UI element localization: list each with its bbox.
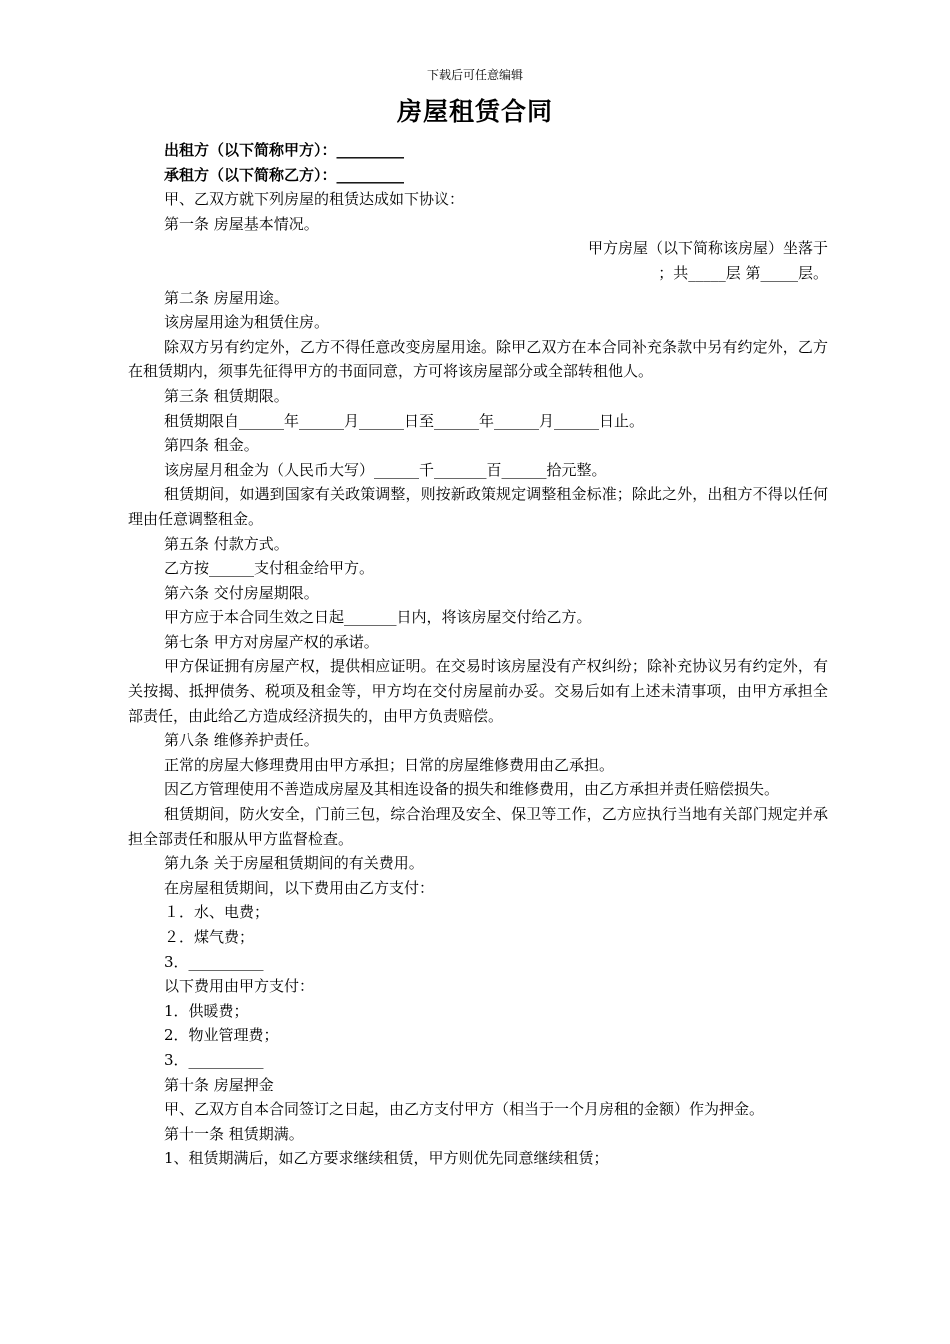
- article-8-text: 正常的房屋大修理费用由甲方承担；日常的房屋维修费用由乙承担。: [164, 755, 615, 774]
- article-11-heading: 第十一条 租赁期满。: [164, 1124, 304, 1143]
- list-item: 3．__________: [164, 952, 264, 971]
- article-9-text: 在房屋租赁期间，以下费用由乙方支付：: [164, 878, 435, 897]
- article-2-paragraph: 除双方另有约定外，乙方不得任意改变房屋用途。除甲乙双方在本合同补充条款中另有约定外，乙方在租赁期内，须事先征得甲方的书面同意，方可将该房屋部分或全部转租他人。: [128, 337, 828, 381]
- article-5-text: 乙方按______支付租金给甲方。: [164, 559, 375, 578]
- article-8-paragraph-2: 租赁期间，防火安全，门前三包，综合治理及安全、保卫等工作，乙方应执行当地有关部门规定并承担全部责任和服从甲方监督检查。: [128, 805, 828, 848]
- article-11-text: 1、租赁期满后，如乙方要求继续租赁，甲方则优先同意继续租赁；: [164, 1149, 609, 1168]
- contract-body: [128, 138, 828, 1171]
- article-9-text-2: 以下费用由甲方支付：: [164, 977, 315, 996]
- list-item: ２．煤气费；: [164, 928, 255, 946]
- article-3-heading: 第三条 租赁期限。: [164, 386, 289, 405]
- article-6-heading: 第六条 交付房屋期限。: [164, 583, 319, 602]
- lessee-line: 承租方（以下简称乙方）：_________: [164, 165, 405, 184]
- document-title: 房屋租赁合同: [396, 97, 553, 126]
- article-8-heading: 第八条 维修养护责任。: [164, 731, 319, 750]
- lessor-line: 出租方（以下简称甲方）：_________: [164, 141, 405, 159]
- article-10-paragraph: 甲、乙双方自本合同签订之日起，由乙方支付甲方（相当于一个月房租的金额）作为押金。: [164, 1100, 765, 1119]
- article-4-paragraph: 租赁期间，如遇到国家有关政策调整，则按新政策规定调整租金标准；除此之外，出租方不得以任何理由任意调整租金。: [128, 485, 828, 528]
- article-4-heading: 第四条 租金。: [164, 436, 259, 455]
- property-location-line: 甲方房屋（以下简称该房屋）坐落于: [587, 239, 828, 258]
- article-2-heading: 第二条 房屋用途。: [164, 288, 289, 307]
- article-2-text: 该房屋用途为租赁住房。: [164, 313, 330, 332]
- header-note: 下载后可任意编辑: [426, 68, 523, 82]
- article-6-text: 甲方应于本合同生效之日起_______日内，将该房屋交付给乙方。: [164, 608, 592, 627]
- list-item: １．水、电费；: [164, 903, 270, 922]
- list-item: 2．物业管理费；: [164, 1026, 279, 1045]
- article-9-heading: 第九条 关于房屋租赁期间的有关费用。: [164, 854, 424, 873]
- article-7-heading: 第七条 甲方对房屋产权的承诺。: [164, 632, 379, 651]
- article-7-paragraph: 甲方保证拥有房屋产权，提供相应证明。在交易时该房屋没有产权纠纷；除补充协议另有约定外，有关按揭、抵押债务、税项及租金等，甲方均在交付房屋前办妥。交易后如有上述未清事项，由甲方承担全部责任，由此给乙方造成经济损失的，由甲方负责赔偿。: [128, 657, 828, 725]
- article-8-paragraph-1: 因乙方管理使用不善造成房屋及其相连设备的损失和维修费用，由乙方承担并责任赔偿损失。: [164, 780, 780, 799]
- article-3-text: 租赁期限自______年______月______日至______年______月______日止。: [164, 411, 645, 430]
- property-floor-line: ；共_____层 第_____层。: [658, 263, 828, 282]
- list-item: 3．__________: [164, 1050, 264, 1069]
- article-5-heading: 第五条 付款方式。: [164, 534, 289, 553]
- intro-line: 甲、乙双方就下列房屋的租赁达成如下协议：: [164, 190, 465, 209]
- article-1-heading: 第一条 房屋基本情况。: [164, 214, 319, 233]
- article-10-heading: 第十条 房屋押金: [164, 1075, 274, 1094]
- article-4-text: 该房屋月租金为（人民币大写）______千_______百______拾元整。: [164, 460, 607, 479]
- list-item: 1．供暖费；: [164, 1001, 249, 1020]
